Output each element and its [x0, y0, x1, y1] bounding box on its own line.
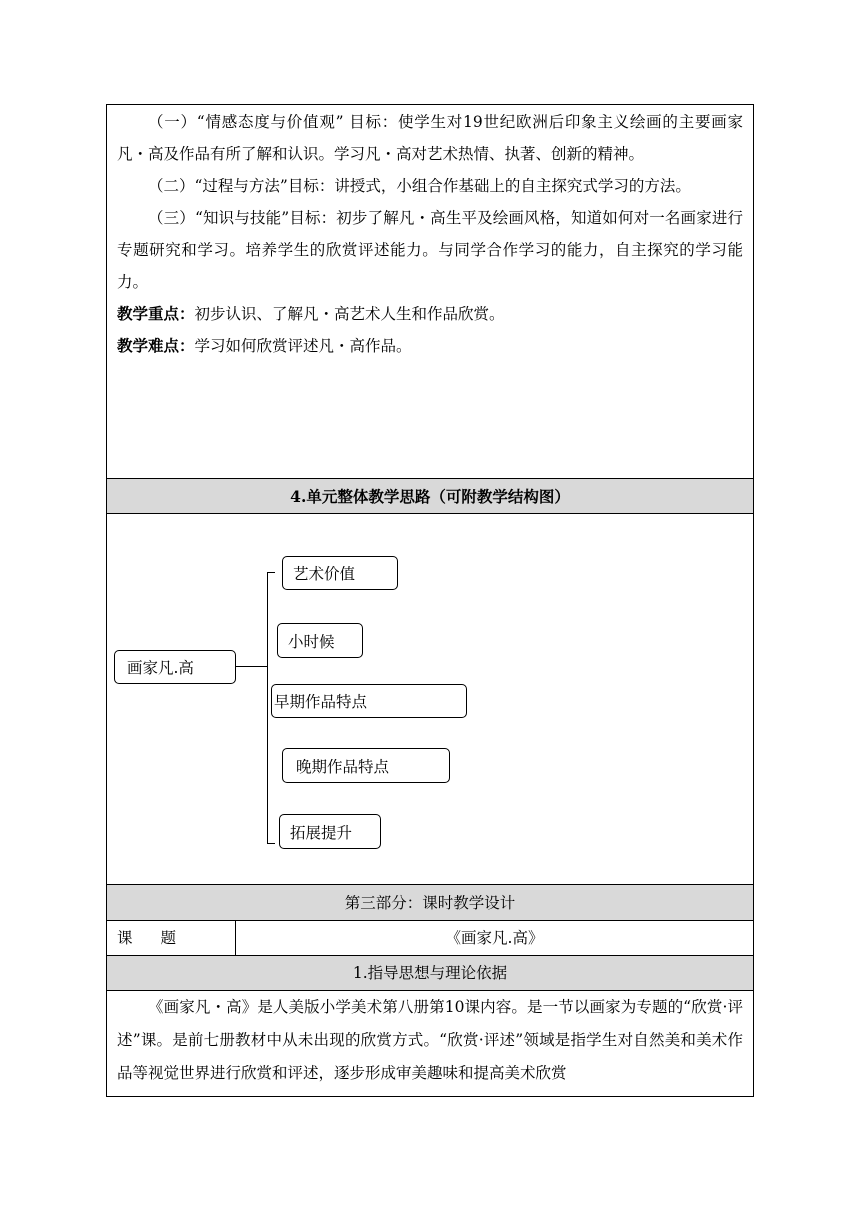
section4-header: 4.单元整体教学思路（可附教学结构图）: [107, 479, 753, 514]
branch-label-late-works: 晚期作品特点: [296, 757, 390, 776]
subject-value: 《画家凡.高》: [445, 929, 544, 947]
branch-label-early-works: 早期作品特点: [274, 693, 368, 711]
branch-tick-5: [267, 843, 275, 844]
subject-label: [107, 921, 236, 955]
part3-header: 第三部分：课时教学设计: [107, 885, 753, 921]
basis-cell: [107, 991, 753, 1096]
subject-row: [107, 921, 753, 956]
root-node-label: 画家凡.高: [127, 659, 194, 677]
objective-emotion: （一）“情感态度与价值观” 目标：使学生对19世纪欧洲后印象主义绘画的主要画家凡・高及作品有所了解和认识。学习凡・高对艺术热情、执著、创新的精神。: [117, 113, 743, 163]
subject-label-a: 课: [117, 929, 133, 947]
difficult-point: [117, 330, 743, 362]
key-point-label: 教学重点：: [117, 304, 195, 323]
branch-node-late-works: [282, 748, 450, 783]
lesson-plan-table: [106, 104, 754, 1097]
basis-paragraph: 《画家凡・高》是人美版小学美术第八册第10课内容。是一节以画家为专题的“欣赏·评述”课。是前七册教材中从未出现的欣赏方式。“欣赏·评述”领域是指学生对自然美和美术作品等视觉世界进行欣赏和评述，逐步形成审美趣味和提高美术欣赏: [117, 998, 743, 1082]
trunk-line: [267, 572, 268, 844]
key-point-text: 初步认识、了解凡・高艺术人生和作品欣赏。: [194, 305, 505, 323]
branch-label-art-value: 艺术价值: [293, 565, 356, 583]
section1-header: 1.指导思想与理论依据: [107, 956, 753, 991]
difficult-point-text: 学习如何欣赏评述凡・高作品。: [194, 337, 412, 355]
objective-process: （二）“过程与方法”目标：讲授式，小组合作基础上的自主探究式学习的方法。: [148, 177, 691, 195]
branch-node-early-works: [271, 684, 467, 718]
objective-knowledge: （三）“知识与技能”目标：初步了解凡・高生平及绘画风格，知道如何对一名画家进行专题研究和学习。培养学生的欣赏评述能力。与同学合作学习的能力，自主探究的学习能力。: [117, 209, 743, 291]
branch-node-childhood: [277, 623, 363, 658]
objectives-cell: [107, 105, 753, 479]
structure-diagram: [107, 514, 753, 885]
subject-label-b: 题: [160, 929, 177, 947]
root-connector: [236, 666, 268, 667]
branch-label-extension: 拓展提升: [290, 823, 353, 842]
branch-label-childhood: 小时候: [288, 632, 335, 651]
branch-node-extension: [279, 814, 381, 849]
difficult-point-label: 教学难点：: [117, 336, 195, 355]
branch-node-art-value: [282, 556, 398, 590]
root-node: [114, 650, 236, 684]
branch-tick-1: [267, 572, 275, 573]
key-point: [117, 298, 743, 330]
